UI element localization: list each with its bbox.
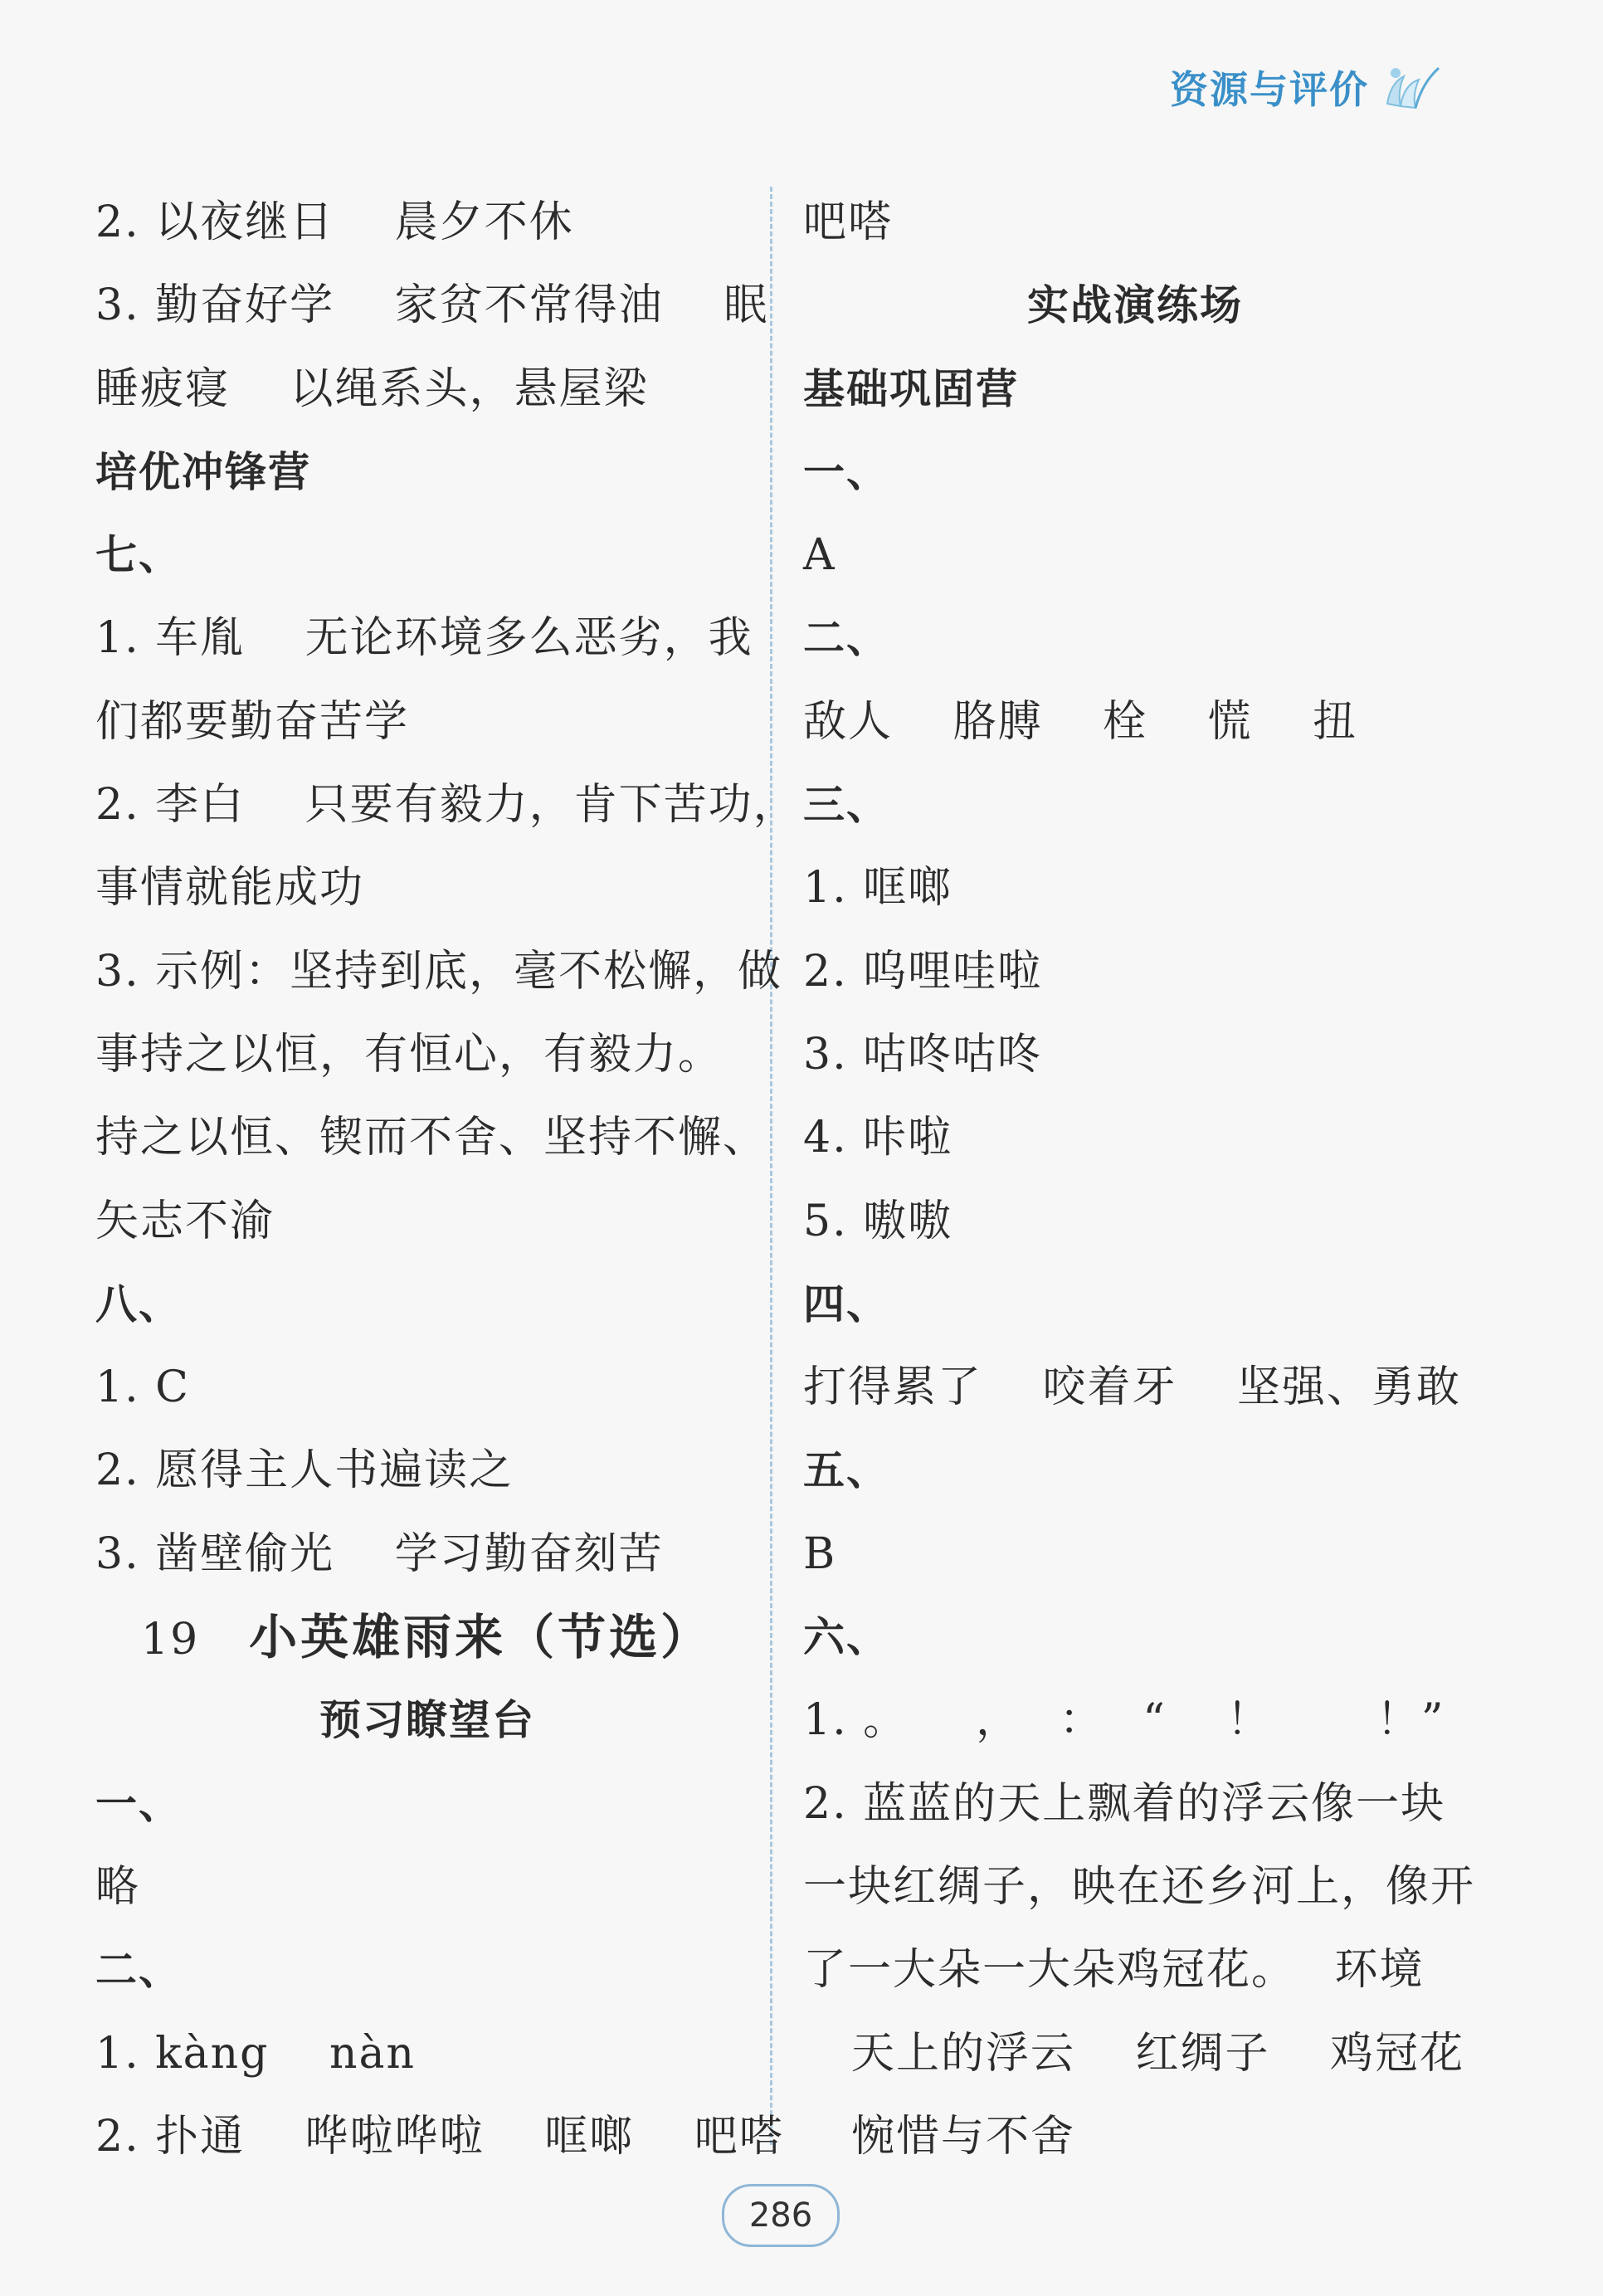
section-heading: 七、 — [95, 531, 182, 580]
answer-line: 2. 扑通 哗啦哗啦 哐啷 吧嗒 — [95, 2111, 784, 2162]
page-header — [1170, 58, 1445, 116]
answer-line: 1. 哐啷 — [803, 863, 953, 914]
section-heading: 预习瞭望台 — [319, 1696, 535, 1745]
right-column — [803, 181, 1476, 2178]
answer-line: 略 — [95, 1861, 141, 1912]
answer-line: 事持之以恒，有恒心，有毅力。 — [95, 1029, 724, 1080]
answer-line: 持之以恒、锲而不舍、坚持不懈、 — [95, 1113, 768, 1163]
answer-line: 2. 呜哩哇啦 — [803, 946, 1043, 997]
answer-line: 2. 愿得主人书遍读之 — [95, 1445, 514, 1496]
answer-line: B — [803, 1528, 837, 1579]
left-column — [95, 181, 798, 2178]
lesson-title: 小英雄雨来（节选） — [249, 1609, 713, 1666]
header-title: 资源与评价 — [1170, 67, 1369, 112]
answer-line: 1. C — [95, 1362, 190, 1413]
section-heading: 八、 — [95, 1280, 182, 1328]
answer-line: 惋惜与不舍 — [851, 2111, 1076, 2162]
section-heading: 四、 — [803, 1280, 889, 1328]
answer-line: 吧嗒 — [803, 197, 894, 247]
answer-line: 3. 凿壁偷光 学习勤奋刻苦 — [95, 1528, 664, 1579]
answer-line: 敌人 胳膊 栓 慌 扭 — [803, 696, 1358, 747]
answer-line: 打得累了 咬着牙 坚强、勇敢 — [803, 1362, 1462, 1413]
answer-line: 们都要勤奋苦学 — [95, 696, 410, 747]
section-heading: 一、 — [95, 1779, 182, 1828]
section-heading: 培优冲锋营 — [95, 447, 311, 496]
answer-line: 1. kàng nàn — [95, 2028, 416, 2079]
lesson-number: 19 — [141, 1615, 200, 1665]
answer-line: 3. 示例：坚持到底，毫不松懈，做 — [95, 946, 783, 997]
section-heading: 基础巩固营 — [803, 364, 1019, 413]
answer-line: 2. 李白 只要有毅力，肯下苦功， — [95, 780, 798, 831]
answer-line: 睡疲寝 以绳系头，悬屋梁 — [95, 363, 649, 414]
answer-line: 3. 咕咚咕咚 — [803, 1029, 1043, 1080]
answer-line: 1. 车胤 无论环境多么恶劣，我 — [95, 613, 753, 664]
answer-line: 2. 以夜继日 晨夕不休 — [95, 197, 574, 247]
header-logo-icon — [1379, 58, 1445, 116]
answer-line: 一块红绸子，映在还乡河上，像开 — [803, 1861, 1476, 1912]
lesson-heading — [95, 1596, 759, 1679]
answer-line: 5. 嗷嗷 — [803, 1196, 953, 1246]
section-heading: 实战演练场 — [1027, 281, 1243, 330]
answer-line: 矢志不渝 — [95, 1196, 275, 1246]
section-heading: 二、 — [95, 1946, 182, 1995]
answer-line: 天上的浮云 红绸子 鸡冠花 — [851, 2028, 1465, 2079]
answer-line: 了一大朵一大朵鸡冠花。 环境 — [803, 1945, 1425, 1996]
answer-line: 2. 蓝蓝的天上飘着的浮云像一块 — [803, 1778, 1446, 1829]
section-heading: 六、 — [803, 1613, 889, 1662]
answer-line: 3. 勤奋好学 家贫不常得油 眠 — [95, 280, 769, 331]
section-heading: 五、 — [803, 1446, 889, 1495]
page-number: 286 — [722, 2184, 840, 2247]
section-heading: 三、 — [803, 781, 889, 830]
answer-line: 1. 。 ， ： “ ！ ！” — [803, 1695, 1445, 1746]
section-heading: 一、 — [803, 447, 889, 496]
answer-line: 事情就能成功 — [95, 863, 365, 914]
section-heading: 二、 — [803, 614, 889, 663]
answer-line: A — [803, 530, 836, 581]
column-divider — [770, 187, 772, 2145]
answer-line: 4. 咔啦 — [803, 1113, 953, 1163]
